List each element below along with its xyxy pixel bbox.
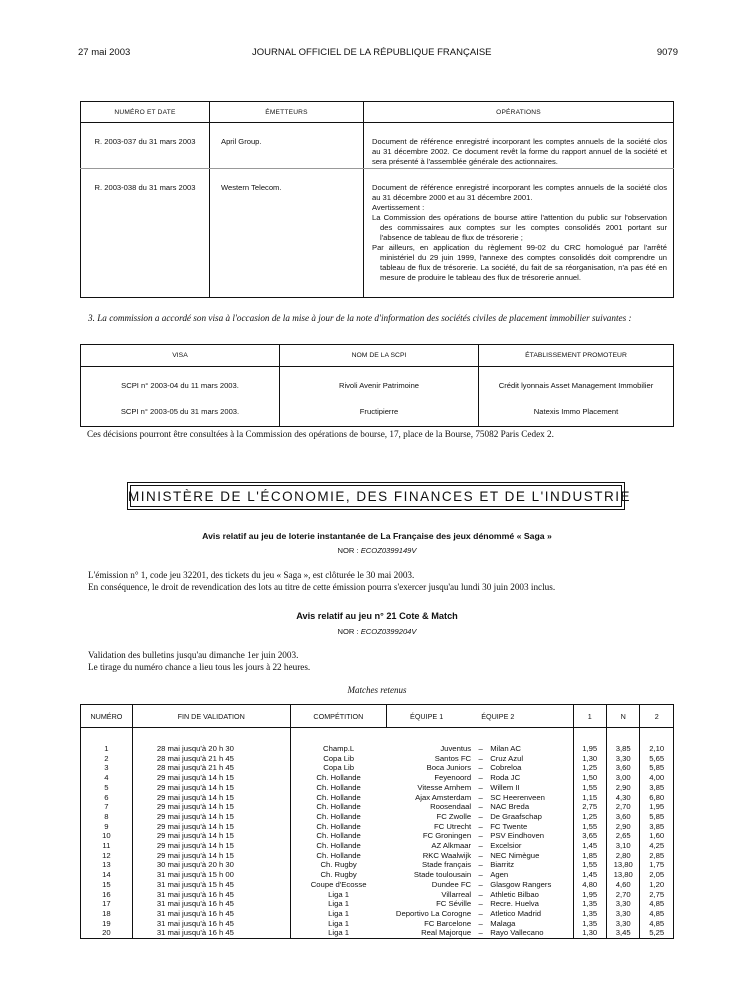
cell-competition: Ch. Hollande: [290, 793, 387, 803]
cell-cote-1: 1,55: [573, 822, 606, 832]
column-header-fin-validation: FIN DE VALIDATION: [132, 705, 290, 728]
cell-fin-validation: 29 mai jusqu'à 14 h 15: [132, 831, 290, 841]
cell-equipe-1: FC Barcelone: [424, 918, 472, 928]
avis-cote-match-nor: [80, 627, 674, 636]
column-header-numero: NUMÉRO: [81, 705, 133, 728]
cell-fin-validation: 29 mai jusqu'à 14 h 15: [132, 793, 290, 803]
cell-numero: 10: [102, 831, 111, 841]
cell-equipe-1: Boca Juniors: [426, 763, 472, 773]
table-row: [81, 773, 674, 783]
cell-fin-validation: 28 mai jusqu'à 21 h 45: [132, 754, 290, 764]
column-header-competition: COMPÉTITION: [290, 705, 387, 728]
match-dash: –: [478, 879, 483, 889]
cell-numero: 15: [102, 879, 111, 889]
cell-fin-validation: 31 mai jusqu'à 15 h 45: [132, 880, 290, 890]
cell-cote-1: 1,25: [573, 812, 606, 822]
match-dash: –: [478, 870, 483, 880]
column-header-visa: VISA: [81, 345, 280, 367]
cell-competition: Ch. Hollande: [290, 783, 387, 793]
cell-cote-n: 3,45: [606, 928, 639, 938]
table-row: [81, 822, 674, 832]
column-header-emetteurs: ÉMETTEURS: [210, 102, 364, 123]
cell-fin-validation: 29 mai jusqu'à 14 h 15: [132, 812, 290, 822]
table-row: [81, 909, 674, 919]
avis-saga-line: L'émission n° 1, code jeu 32201, des tickets du jeu « Saga », est clôturée le 30 mai 2003.: [88, 570, 415, 580]
cell-cote-2: 4,85: [640, 899, 674, 909]
cell-cote-2: 5,85: [640, 812, 674, 822]
cell-cote-1: 1,25: [573, 763, 606, 773]
cell-competition: Ch. Rugby: [290, 870, 387, 880]
cell-nom-scpi: Rivoli Avenir Patrimoine: [280, 367, 479, 401]
warning-label: Avertissement :: [372, 203, 425, 212]
decisions-note: Ces décisions pourront être consultées à la Commission des opérations de bourse, 17, place de la Bourse, 75082 Paris Cedex 2.: [87, 429, 554, 439]
cell-promoteur: Natexis Immo Placement: [479, 400, 674, 427]
cell-fin-validation: 28 mai jusqu'à 21 h 45: [132, 763, 290, 773]
cell-cote-1: 1,30: [573, 928, 606, 938]
cell-equipe-1: FC Utrecht: [433, 821, 472, 831]
table-row: [81, 841, 674, 851]
cell-equipe-2: FC Twente: [490, 821, 528, 831]
column-header-promoteur: ÉTABLISSEMENT PROMOTEUR: [479, 345, 674, 367]
column-header-nom-scpi: NOM DE LA SCPI: [280, 345, 479, 367]
cell-fin-validation: 28 mai jusqu'à 20 h 30: [132, 728, 290, 754]
nor-code: ECOZ0399149V: [360, 546, 417, 555]
match-dash: –: [478, 899, 483, 909]
cell-competition: Ch. Hollande: [290, 802, 387, 812]
table-row: [81, 793, 674, 803]
match-dash: –: [478, 753, 483, 763]
avis-saga-nor: [80, 546, 674, 555]
cell-cote-n: 3,00: [606, 773, 639, 783]
cell-competition: Ch. Hollande: [290, 812, 387, 822]
additional-text: Par ailleurs, en application du règlement 99-02 du CRC homologué par l'arrêté ministériel du 29 juin 1999, l'annexe des comptes consolidés doit comprendre un tableau de flux de trésorerie. La société, du fait de sa réorganisation, n'a pas été en mesure de produire le tableau des flux de trésorerie annuel.: [372, 243, 667, 282]
cell-numero: 6: [104, 792, 109, 802]
cell-equipe-2: Athletic Bilbao: [490, 889, 539, 899]
cell-cote-2: 6,80: [640, 793, 674, 803]
cell-numero: 5: [104, 782, 109, 792]
matches-table: [80, 704, 674, 939]
column-header-operations: OPÉRATIONS: [364, 102, 674, 123]
cell-numero: 9: [104, 821, 109, 831]
cell-fin-validation: 31 mai jusqu'à 16 h 45: [132, 909, 290, 919]
avis-cote-match-title: Avis relatif au jeu n° 21 Cote & Match: [296, 611, 458, 621]
table-row: [81, 928, 674, 938]
table-row: [81, 831, 674, 841]
cell-competition: Ch. Hollande: [290, 851, 387, 861]
cell-equipe-2: De Graafschap: [490, 811, 542, 821]
cell-visa: SCPI n° 2003-04 du 11 mars 2003.: [121, 381, 239, 390]
operations-text: Document de référence enregistré incorporant les comptes annuels de la société clos au 31 décembre 2000 et au 31 décembre 2001.: [372, 183, 667, 202]
nor-label: NOR :: [337, 627, 361, 636]
cell-cote-2: 3,85: [640, 822, 674, 832]
cell-cote-1: 1,35: [573, 919, 606, 929]
cell-cote-n: 2,65: [606, 831, 639, 841]
table-row: [81, 899, 674, 909]
cell-cote-2: 2,85: [640, 851, 674, 861]
ministry-heading-box: [127, 482, 631, 510]
cell-cote-n: 2,90: [606, 783, 639, 793]
match-dash: –: [478, 831, 483, 841]
cell-equipe-2: Excelsior: [490, 841, 522, 851]
avis-cote-match-line: Validation des bulletins jusqu'au dimanche 1er juin 2003.: [88, 650, 299, 660]
cell-cote-2: 2,10: [640, 728, 674, 754]
cell-numero: 7: [104, 802, 109, 812]
matches-table-body: [81, 728, 674, 939]
cell-cote-1: 1,50: [573, 773, 606, 783]
cell-numero: R. 2003-037 du 31 mars 2003: [81, 123, 210, 169]
cell-operations: [364, 169, 674, 298]
cell-visa: SCPI n° 2003-05 du 31 mars 2003.: [120, 406, 240, 416]
cell-numero: 14: [102, 870, 111, 880]
cell-equipe-2: PSV Eindhoven: [490, 831, 545, 841]
cob-registrations-table: [80, 101, 674, 298]
cell-fin-validation: 29 mai jusqu'à 14 h 15: [132, 841, 290, 851]
cell-equipe-2: Biarritz: [490, 860, 515, 870]
cell-cote-1: 1,95: [573, 728, 606, 754]
header-page-number: 9079: [656, 47, 678, 58]
cell-fin-validation: 29 mai jusqu'à 14 h 15: [132, 822, 290, 832]
cell-cote-1: 1,55: [573, 860, 606, 870]
cell-cote-n: 3,30: [606, 899, 639, 909]
cell-cote-2: 1,20: [640, 880, 674, 890]
cell-competition: Liga 1: [290, 890, 387, 900]
cell-cote-2: 5,85: [640, 763, 674, 773]
operations-text: Document de référence enregistré incorporant les comptes annuels de la société clos au 31 décembre 2002. Ce document revêt la forme du rapport annuel de la société et sera présenté à l'assemblée générale des actionnaires.: [372, 137, 667, 166]
match-dash: –: [478, 860, 483, 870]
nor-code: ECOZ0399204V: [360, 627, 417, 636]
match-dash: –: [478, 928, 483, 938]
table-row: [81, 880, 674, 890]
cell-cote-1: 1,85: [573, 851, 606, 861]
match-dash: –: [478, 744, 483, 753]
cell-equipe-1: Santos FC: [434, 753, 472, 763]
cell-cote-2: 1,75: [640, 860, 674, 870]
cell-numero: 8: [104, 811, 109, 821]
cell-cote-n: 13,80: [606, 860, 639, 870]
cell-equipe-1: Dundee FC: [431, 879, 472, 889]
cell-numero: 11: [102, 841, 111, 851]
cell-numero: R. 2003-038 du 31 mars 2003: [94, 183, 196, 192]
cell-nom-scpi: Fructipierre: [280, 400, 479, 427]
cell-equipe-1: FC Séville: [436, 899, 472, 909]
cell-fin-validation: 29 mai jusqu'à 14 h 15: [132, 783, 290, 793]
match-dash: –: [478, 889, 483, 899]
cell-numero: 19: [102, 918, 111, 928]
match-dash: –: [478, 811, 483, 821]
cell-equipe-2: Rayo Vallecano: [490, 928, 544, 938]
cell-equipe-1: RKC Waalwijk: [422, 850, 472, 860]
table-row: [81, 754, 674, 764]
cell-fin-validation: 29 mai jusqu'à 14 h 15: [132, 773, 290, 783]
match-dash: –: [478, 821, 483, 831]
cell-cote-1: 1,95: [573, 890, 606, 900]
cell-fin-validation: 29 mai jusqu'à 14 h 15: [132, 802, 290, 812]
cell-equipe-1: Vitesse Arnhem: [417, 782, 472, 792]
table-row: [81, 860, 674, 870]
table-row: [81, 367, 674, 401]
match-dash: –: [478, 802, 483, 812]
cell-cote-n: 3,60: [606, 812, 639, 822]
table-row: [81, 763, 674, 773]
cell-fin-validation: 31 mai jusqu'à 15 h 00: [132, 870, 290, 880]
cell-cote-1: 1,30: [573, 754, 606, 764]
column-header-cote-n: N: [606, 705, 639, 728]
cell-competition: Champ.L: [290, 728, 387, 754]
column-header-numero: NUMÉRO ET DATE: [81, 102, 210, 123]
cell-equipe-2: Cruz Azul: [490, 753, 524, 763]
cell-cote-1: 1,35: [573, 909, 606, 919]
cell-cote-1: 1,35: [573, 899, 606, 909]
cell-cote-n: 2,70: [606, 802, 639, 812]
cell-equipe-1: Real Majorque: [421, 928, 472, 938]
cell-numero: 18: [102, 908, 111, 918]
match-dash: –: [478, 792, 483, 802]
cell-equipe-2: Glasgow Rangers: [490, 879, 552, 889]
cell-numero: 20: [102, 928, 111, 938]
match-dash: –: [478, 908, 483, 918]
cell-equipe-1: FC Zwolle: [436, 811, 472, 821]
column-header-cote-2: 2: [640, 705, 674, 728]
cell-cote-2: 1,60: [640, 831, 674, 841]
cell-cote-2: 1,95: [640, 802, 674, 812]
cell-competition: Liga 1: [290, 919, 387, 929]
cell-competition: Liga 1: [290, 899, 387, 909]
cell-competition: Copa Lib: [290, 754, 387, 764]
header-journal-title: JOURNAL OFFICIEL DE LA RÉPUBLIQUE FRANÇAISE: [252, 47, 492, 58]
section-3-intro: 3. La commission a accordé son visa à l'occasion de la mise à jour de la note d'information des sociétés civiles de placement immobilier suivantes :: [88, 313, 632, 323]
table-row: [81, 802, 674, 812]
cell-competition: Ch. Rugby: [290, 860, 387, 870]
cell-equipe-1: Juventus: [440, 744, 472, 753]
cell-equipe-2: Atletico Madrid: [490, 908, 542, 918]
cell-equipe-2: SC Heerenveen: [490, 792, 545, 802]
cell-competition: Ch. Hollande: [290, 831, 387, 841]
cell-cote-1: 1,45: [573, 870, 606, 880]
cell-equipe-1: Stade toulousain: [413, 870, 472, 880]
cell-numero: 17: [102, 899, 111, 909]
cell-equipe-1: Stade français: [421, 860, 472, 870]
cell-equipe-2: Roda JC: [490, 773, 521, 783]
cell-competition: Copa Lib: [290, 763, 387, 773]
avis-cote-match-line: Le tirage du numéro chance a lieu tous les jours à 22 heures.: [88, 661, 311, 672]
cell-numero: 16: [102, 889, 111, 899]
cell-cote-1: 3,65: [573, 831, 606, 841]
cell-emetteur: Western Telecom.: [210, 169, 364, 298]
cell-cote-1: 2,75: [573, 802, 606, 812]
cell-cote-n: 3,60: [606, 763, 639, 773]
cell-equipe-2: Milan AC: [490, 744, 521, 753]
cell-cote-2: 2,05: [640, 870, 674, 880]
cell-equipe-2: Recre. Huelva: [490, 899, 539, 909]
column-header-cote-1: 1: [573, 705, 606, 728]
table-row: [81, 728, 674, 754]
cell-equipe-1: Feyenoord: [434, 773, 472, 783]
header-date: 27 mai 2003: [78, 47, 131, 58]
cell-cote-n: 4,60: [606, 880, 639, 890]
match-dash: –: [478, 918, 483, 928]
match-dash: –: [478, 782, 483, 792]
cell-equipe-2: Cobreloa: [490, 763, 522, 773]
match-dash: –: [478, 763, 483, 773]
cell-numero: 13: [102, 860, 111, 870]
table-row: [81, 123, 674, 169]
cell-equipe-2: Agen: [490, 870, 509, 880]
cell-competition: Coupe d'Ecosse: [290, 880, 387, 890]
cell-cote-2: 4,00: [640, 773, 674, 783]
avis-saga-body: [80, 570, 680, 593]
cell-numero: 1: [104, 744, 109, 753]
cell-cote-n: 3,10: [606, 841, 639, 851]
cell-numero: 12: [102, 850, 111, 860]
cell-cote-2: 4,25: [640, 841, 674, 851]
table-row: [81, 851, 674, 861]
cell-equipe-2: Malaga: [490, 918, 516, 928]
cell-fin-validation: 31 mai jusqu'à 16 h 45: [132, 919, 290, 929]
cell-cote-n: 2,80: [606, 851, 639, 861]
cell-operations: [364, 123, 674, 169]
cell-competition: Ch. Hollande: [290, 841, 387, 851]
cell-fin-validation: 30 mai jusqu'à 20 h 30: [132, 860, 290, 870]
table-row: [81, 169, 674, 298]
cell-cote-2: 5,65: [640, 754, 674, 764]
nor-label: NOR :: [337, 546, 361, 555]
cell-cote-n: 2,70: [606, 890, 639, 900]
cell-equipe-2: NAC Breda: [490, 802, 530, 812]
cell-cote-2: 4,85: [640, 909, 674, 919]
cell-equipe-1: AZ Alkmaar: [431, 841, 472, 851]
cell-numero: 3: [104, 763, 109, 773]
cell-cote-1: 1,55: [573, 783, 606, 793]
table-row: [81, 870, 674, 880]
cell-fin-validation: 31 mai jusqu'à 16 h 45: [132, 928, 290, 938]
cell-cote-n: 13,80: [606, 870, 639, 880]
cell-cote-n: 3,30: [606, 919, 639, 929]
table-row: [81, 919, 674, 929]
cell-numero: 2: [104, 753, 109, 763]
matches-title: Matches retenus: [347, 685, 407, 695]
cell-cote-n: 3,30: [606, 754, 639, 764]
cell-competition: Ch. Hollande: [290, 822, 387, 832]
cell-cote-2: 4,85: [640, 919, 674, 929]
avis-saga-title: Avis relatif au jeu de loterie instantanée de La Française des jeux dénommé « Saga »: [202, 531, 552, 541]
cell-equipe-2: NEC Nimègue: [490, 850, 540, 860]
column-header-equipe-1: ÉQUIPE 1: [410, 711, 444, 721]
table-row: [81, 890, 674, 900]
cell-equipe-1: Deportivo La Corogne: [395, 908, 472, 918]
cell-equipe-1: FC Groningen: [422, 831, 472, 841]
table-row: [81, 812, 674, 822]
cell-numero: 4: [104, 773, 109, 783]
cell-cote-n: 4,30: [606, 793, 639, 803]
page-header: [78, 47, 678, 61]
match-dash: –: [478, 773, 483, 783]
cell-fin-validation: 29 mai jusqu'à 14 h 15: [132, 851, 290, 861]
cell-cote-1: 4,80: [573, 880, 606, 890]
match-dash: –: [478, 841, 483, 851]
scpi-visa-table: [80, 344, 674, 427]
avis-cote-match-body: [80, 650, 680, 673]
cell-equipe-1: Roosendaal: [430, 802, 472, 812]
table-row: [81, 400, 674, 427]
cell-fin-validation: 31 mai jusqu'à 16 h 45: [132, 890, 290, 900]
cell-cote-n: 3,85: [606, 728, 639, 754]
cell-cote-1: 1,45: [573, 841, 606, 851]
cell-equipe-2: Willem II: [490, 782, 520, 792]
cell-cote-2: 3,85: [640, 783, 674, 793]
cell-cote-2: 2,75: [640, 890, 674, 900]
warning-text: La Commission des opérations de bourse attire l'attention du public sur l'observation des commissaires aux comptes sur les comptes consolidés 2001 portant sur l'absence de tableau de flux de trésorerie ;: [372, 213, 667, 242]
cell-fin-validation: 31 mai jusqu'à 16 h 45: [132, 899, 290, 909]
cell-promoteur: Crédit lyonnais Asset Management Immobilier: [479, 367, 674, 401]
cell-cote-n: 2,90: [606, 822, 639, 832]
cell-emetteur: April Group.: [210, 123, 364, 169]
cell-cote-1: 1,15: [573, 793, 606, 803]
column-header-equipe-2: ÉQUIPE 2: [481, 711, 515, 721]
cell-competition: Ch. Hollande: [290, 773, 387, 783]
cell-competition: Liga 1: [290, 928, 387, 938]
cell-equipe-1: Ajax Amsterdam: [415, 792, 472, 802]
avis-saga-line: En conséquence, le droit de revendication des lots au titre de cette émission pourra s'exercer jusqu'au lundi 30 juin 2003 inclus.: [88, 581, 556, 592]
table-row: [81, 783, 674, 793]
match-dash: –: [478, 850, 483, 860]
ministry-heading: MINISTÈRE DE L'ÉCONOMIE, DES FINANCES ET DE L'INDUSTRIE: [128, 489, 631, 504]
cell-cote-n: 3,30: [606, 909, 639, 919]
cell-equipe-1: Villarreal: [441, 889, 472, 899]
cell-cote-2: 5,25: [640, 928, 674, 938]
column-header-equipes: [387, 705, 573, 728]
cell-competition: Liga 1: [290, 909, 387, 919]
